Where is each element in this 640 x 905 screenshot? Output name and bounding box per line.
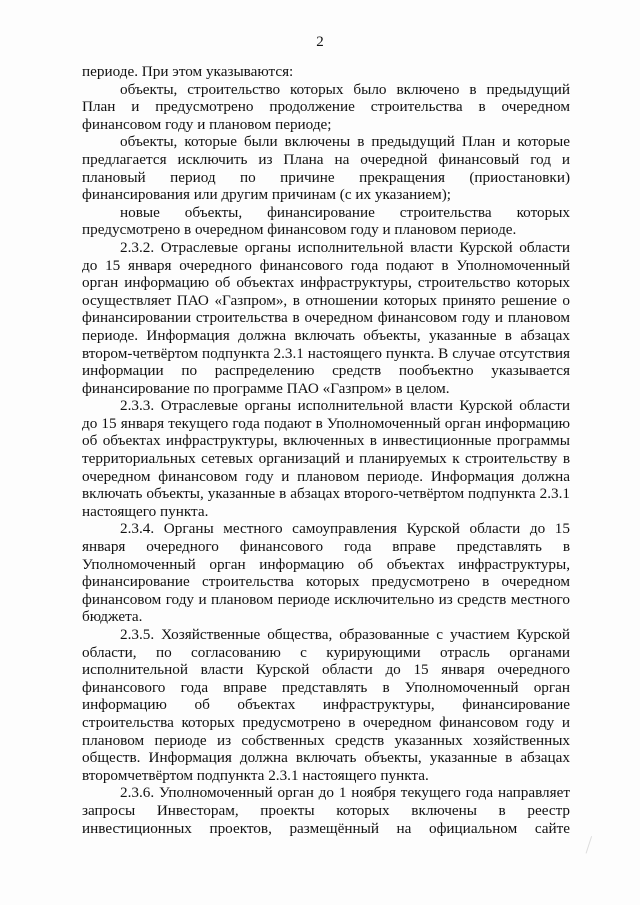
paragraph-list-item-continued-objects: объекты, строительство которых было включено в предыдущий План и предусмотрено продолжение строительства в очередном финансовом году и плановом периоде; — [82, 80, 570, 133]
document-body — [82, 63, 570, 837]
scan-artifact-mark — [586, 836, 606, 858]
page-number: 2 — [316, 34, 324, 50]
paragraph-2-3-2: 2.3.2. Отраслевые органы исполнительной власти Курской области до 15 января очередного финансового года подают в Уполномоченный орган информацию об объектах инфраструктуры, строительство которых осуществляет ПАО «Газпром», в отношении которых принято решение о финансировании строительства в очередном финансовом году и плановом периоде. Информация должна включать объекты, указанные в абзацах втором-четвёртом подпункта 2.3.1 настоящего пункта. В случае отсутствия информации по распределению средств пообъектно указывается финансирование по программе ПАО «Газпром» в целом. — [82, 238, 570, 397]
paragraph-2-3-3: 2.3.3. Отраслевые органы исполнительной власти Курской области до 15 января текущего года подают в Уполномоченный орган информацию об объектах инфраструктуры, включенных в инвестиционные программы территориальных сетевых организаций и планируемых к строительству в очередном финансовом году и плановом периоде. Информация должна включать объекты, указанные в абзацах второго-четвёртом подпункта 2.3.1 настоящего пункта. — [82, 397, 570, 520]
paragraph-list-item-new-objects: новые объекты, финансирование строительства которых предусмотрено в очередном финансовом году и плановом периоде. — [82, 203, 570, 239]
paragraph-2-3-4: 2.3.4. Органы местного самоуправления Курской области до 15 января очередного финансового года вправе представлять в Уполномоченный орган информацию об объектах инфраструктуры, финансирование строительства которых предусмотрено в очередном финансовом году и плановом периоде исключительно из средств местного бюджета. — [82, 520, 570, 626]
paragraph-continuation: периоде. При этом указываются: — [82, 63, 294, 80]
paragraph-2-3-5: 2.3.5. Хозяйственные общества, образованные с участием Курской области, по согласованию с курирующими отрасль органами исполнительной власти Курской области до 15 января очередного финансового года вправе представлять в Уполномоченный орган информацию об объектах инфраструктуры, финансирование строительства которых предусмотрено в очередном финансовом году и плановом периоде из собственных средств указанных хозяйственных обществ. Информация должна включать объекты, указанные в абзацах второмчетвёртом подпункта 2.3.1 настоящего пункта. — [82, 626, 570, 784]
paragraph-2-3-6: 2.3.6. Уполномоченный орган до 1 ноября текущего года направляет запросы Инвесторам, проекты которых включены в реестр инвестиционных проектов, размещённый на официальном сайте — [82, 784, 570, 837]
paragraph-list-item-excluded-objects: объекты, которые были включены в предыдущий План и которые предлагается исключить из Плана на очередной финансовый год и плановый период по причине прекращения (приостановки) финансирования или другим причинам (с их указанием); — [82, 133, 570, 204]
